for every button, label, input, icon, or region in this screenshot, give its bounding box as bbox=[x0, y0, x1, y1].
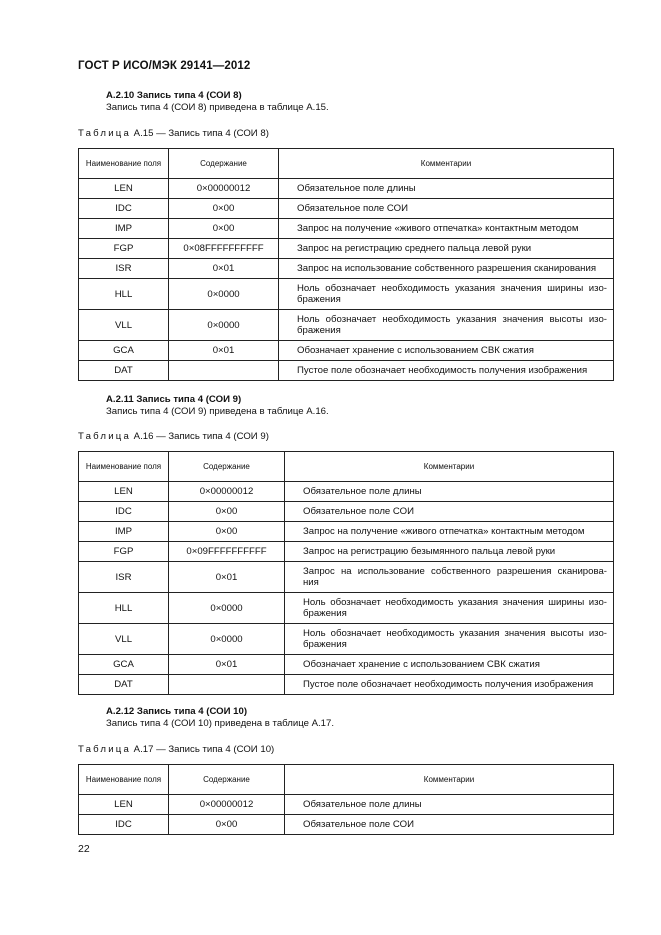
field-name-cell: DAT bbox=[79, 361, 169, 381]
document-header: ГОСТ Р ИСО/МЭК 29141—2012 bbox=[78, 60, 251, 72]
content-value-cell: 0×00 bbox=[169, 199, 279, 219]
field-name-cell: IMP bbox=[79, 522, 169, 542]
comment-line: бражения bbox=[303, 639, 347, 650]
caption-title: А.15 — Запись типа 4 (СОИ 8) bbox=[131, 128, 269, 139]
table-row bbox=[79, 675, 614, 695]
column-header-comments: Комментарии bbox=[285, 452, 614, 482]
caption-title: А.16 — Запись типа 4 (СОИ 9) bbox=[131, 431, 269, 442]
section-heading: А.2.12 Запись типа 4 (СОИ 10) bbox=[106, 706, 248, 717]
field-name-cell: VLL bbox=[79, 310, 169, 341]
comment-cell bbox=[285, 593, 614, 624]
comment-cell: Запрос на регистрацию безымянного пальца левой руки bbox=[285, 542, 614, 562]
field-name-cell: ISR bbox=[79, 562, 169, 593]
section-a-2-11 bbox=[106, 394, 329, 418]
comment-cell: Обязательное поле длины bbox=[285, 482, 614, 502]
column-header-field: Наименование поля bbox=[79, 765, 169, 795]
column-header-content: Содержание bbox=[169, 149, 279, 179]
comment-cell: Обязательное поле СОИ bbox=[279, 199, 614, 219]
table-row bbox=[79, 199, 614, 219]
table-a17 bbox=[78, 764, 614, 835]
comment-cell bbox=[279, 279, 614, 310]
table-caption-a15 bbox=[78, 128, 269, 139]
table-row bbox=[79, 562, 614, 593]
table-row bbox=[79, 655, 614, 675]
field-name-cell: HLL bbox=[79, 279, 169, 310]
caption-title: А.17 — Запись типа 4 (СОИ 10) bbox=[131, 744, 275, 755]
table-caption-a17 bbox=[78, 744, 274, 755]
comment-cell: Обязательное поле СОИ bbox=[285, 502, 614, 522]
content-value-cell: 0×00000012 bbox=[169, 482, 285, 502]
comment-line: Ноль обозначает необходимость указания значения высоты изо- bbox=[303, 627, 607, 639]
field-name-cell: GCA bbox=[79, 341, 169, 361]
comment-line: Ноль обозначает необходимость указания значения ширины изо- bbox=[303, 596, 607, 608]
comment-cell: Обязательное поле СОИ bbox=[285, 815, 614, 835]
content-value-cell: 0×00000012 bbox=[169, 179, 279, 199]
table-row bbox=[79, 482, 614, 502]
field-name-cell: FGP bbox=[79, 239, 169, 259]
comment-line: Запрос на использование собственного разрешения сканирова- bbox=[303, 565, 607, 577]
field-name-cell: IDC bbox=[79, 199, 169, 219]
content-value-cell: 0×01 bbox=[169, 259, 279, 279]
field-name-cell: IDC bbox=[79, 815, 169, 835]
field-name-cell: GCA bbox=[79, 655, 169, 675]
content-value-cell bbox=[169, 361, 279, 381]
comment-line: Ноль обозначает необходимость указания значения высоты изо- bbox=[297, 313, 607, 325]
table-row bbox=[79, 624, 614, 655]
comment-line: бражения bbox=[297, 325, 341, 336]
field-name-cell: HLL bbox=[79, 593, 169, 624]
comment-cell: Запрос на получение «живого отпечатка» контактным методом bbox=[285, 522, 614, 542]
comment-cell: Обозначает хранение с использованием СВК сжатия bbox=[279, 341, 614, 361]
content-value-cell: 0×00000012 bbox=[169, 795, 285, 815]
table-row bbox=[79, 279, 614, 310]
table-row bbox=[79, 341, 614, 361]
comment-cell bbox=[285, 562, 614, 593]
column-header-content: Содержание bbox=[169, 765, 285, 795]
table-row bbox=[79, 522, 614, 542]
content-value-cell: 0×00 bbox=[169, 502, 285, 522]
comment-line: Ноль обозначает необходимость указания значения ширины изо- bbox=[297, 282, 607, 294]
column-header-field: Наименование поля bbox=[79, 452, 169, 482]
section-text: Запись типа 4 (СОИ 8) приведена в таблице А.15. bbox=[106, 102, 329, 113]
field-name-cell: VLL bbox=[79, 624, 169, 655]
content-value-cell: 0×0000 bbox=[169, 624, 285, 655]
caption-label: Таблица bbox=[78, 744, 132, 755]
column-header-field: Наименование поля bbox=[79, 149, 169, 179]
caption-label: Таблица bbox=[78, 128, 132, 139]
column-header-content: Содержание bbox=[169, 452, 285, 482]
content-value-cell: 0×09FFFFFFFFFF bbox=[169, 542, 285, 562]
table-header-row bbox=[79, 452, 614, 482]
comment-cell: Обязательное поле длины bbox=[285, 795, 614, 815]
comment-cell: Запрос на использование собственного разрешения сканирования bbox=[279, 259, 614, 279]
content-value-cell: 0×0000 bbox=[169, 310, 279, 341]
field-name-cell: IDC bbox=[79, 502, 169, 522]
table-row bbox=[79, 179, 614, 199]
comment-cell: Обязательное поле длины bbox=[279, 179, 614, 199]
comment-cell bbox=[285, 624, 614, 655]
caption-label: Таблица bbox=[78, 431, 132, 442]
comment-line: бражения bbox=[303, 608, 347, 619]
field-name-cell: LEN bbox=[79, 795, 169, 815]
field-name-cell: DAT bbox=[79, 675, 169, 695]
content-value-cell: 0×00 bbox=[169, 219, 279, 239]
content-value-cell: 0×01 bbox=[169, 655, 285, 675]
section-a-2-12 bbox=[106, 706, 334, 730]
section-a-2-10 bbox=[106, 90, 329, 114]
table-header-row bbox=[79, 765, 614, 795]
section-heading: А.2.10 Запись типа 4 (СОИ 8) bbox=[106, 90, 242, 101]
table-row bbox=[79, 815, 614, 835]
content-value-cell: 0×0000 bbox=[169, 279, 279, 310]
content-value-cell bbox=[169, 675, 285, 695]
table-a16 bbox=[78, 451, 614, 695]
section-text: Запись типа 4 (СОИ 9) приведена в таблице А.16. bbox=[106, 406, 329, 417]
content-value-cell: 0×00 bbox=[169, 522, 285, 542]
field-name-cell: FGP bbox=[79, 542, 169, 562]
section-heading: А.2.11 Запись типа 4 (СОИ 9) bbox=[106, 394, 242, 405]
content-value-cell: 0×01 bbox=[169, 562, 285, 593]
comment-line: ния bbox=[303, 577, 319, 588]
table-row bbox=[79, 239, 614, 259]
field-name-cell: LEN bbox=[79, 482, 169, 502]
comment-cell: Пустое поле обозначает необходимость получения изображения bbox=[279, 361, 614, 381]
table-caption-a16 bbox=[78, 431, 269, 442]
table-a15 bbox=[78, 148, 614, 381]
comment-line: бражения bbox=[297, 294, 341, 305]
comment-cell: Запрос на получение «живого отпечатка» контактным методом bbox=[279, 219, 614, 239]
table-row bbox=[79, 310, 614, 341]
comment-cell: Обозначает хранение с использованием СВК сжатия bbox=[285, 655, 614, 675]
field-name-cell: ISR bbox=[79, 259, 169, 279]
content-value-cell: 0×0000 bbox=[169, 593, 285, 624]
content-value-cell: 0×00 bbox=[169, 815, 285, 835]
section-text: Запись типа 4 (СОИ 10) приведена в таблице А.17. bbox=[106, 718, 334, 729]
table-row bbox=[79, 542, 614, 562]
field-name-cell: IMP bbox=[79, 219, 169, 239]
table-header-row bbox=[79, 149, 614, 179]
table-row bbox=[79, 219, 614, 239]
comment-cell: Запрос на регистрацию среднего пальца левой руки bbox=[279, 239, 614, 259]
column-header-comments: Комментарии bbox=[279, 149, 614, 179]
table-row bbox=[79, 361, 614, 381]
table-row bbox=[79, 795, 614, 815]
field-name-cell: LEN bbox=[79, 179, 169, 199]
column-header-comments: Комментарии bbox=[285, 765, 614, 795]
content-value-cell: 0×01 bbox=[169, 341, 279, 361]
comment-cell bbox=[279, 310, 614, 341]
table-row bbox=[79, 502, 614, 522]
page-number: 22 bbox=[78, 843, 90, 855]
comment-cell: Пустое поле обозначает необходимость получения изображения bbox=[285, 675, 614, 695]
table-row bbox=[79, 259, 614, 279]
table-row bbox=[79, 593, 614, 624]
content-value-cell: 0×08FFFFFFFFFF bbox=[169, 239, 279, 259]
